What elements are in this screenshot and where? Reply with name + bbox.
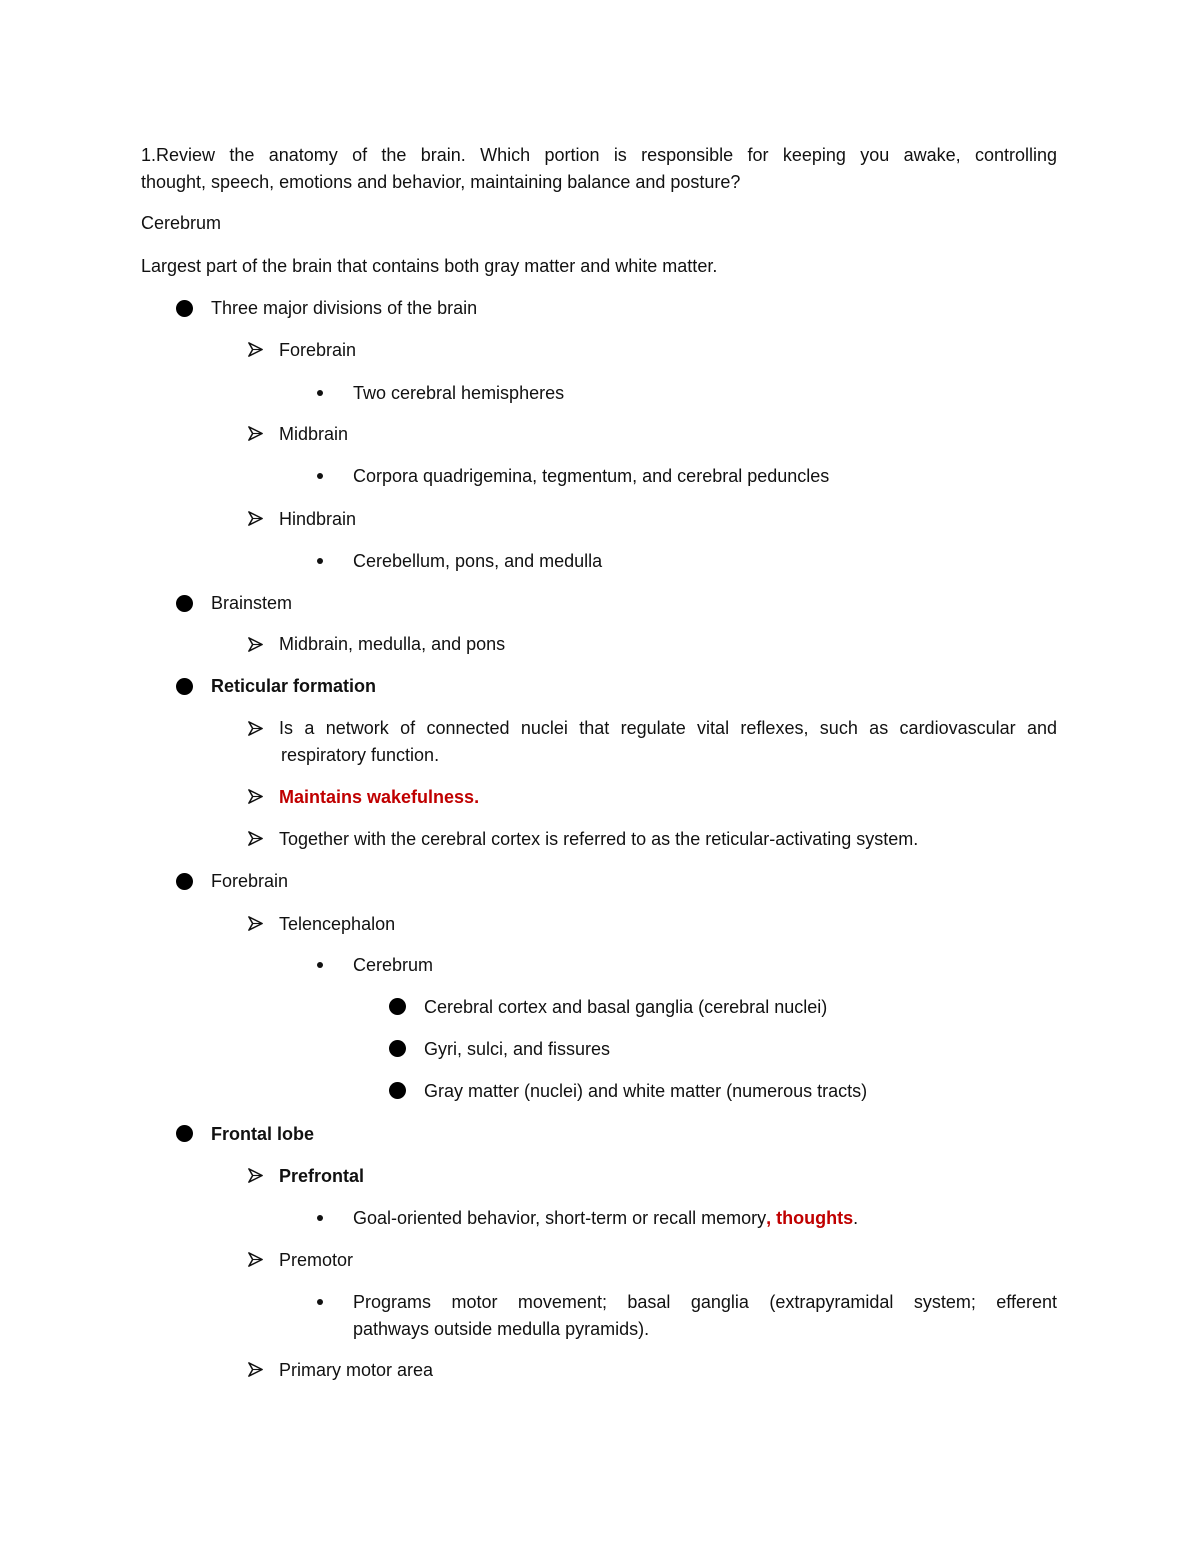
arrowhead-bullet-icon (247, 636, 264, 653)
reticular-item-1-line-1: Is a network of connected nuclei that regulate vital reflexes, such as cardiovascular and (279, 718, 1057, 738)
question-line-1: 1.Review the anatomy of the brain. Which portion is responsible for keeping you awake, controlling (141, 145, 1057, 165)
forebrain-detail: Two cerebral hemispheres (353, 383, 565, 403)
cerebrum-sub-3: Gray matter (nuclei) and white matter (numerous tracts) (424, 1081, 868, 1101)
arrowhead-bullet-icon (247, 788, 264, 805)
brainstem-heading: Brainstem (211, 593, 293, 613)
wakefulness-period: . (474, 787, 480, 807)
prefrontal-period: . (853, 1208, 859, 1228)
midbrain-detail: Corpora quadrigemina, tegmentum, and cerebral peduncles (353, 466, 830, 486)
forebrain-heading: Forebrain (211, 871, 289, 891)
filled-circle-bullet-icon (389, 998, 406, 1015)
forebrain-item: Forebrain (279, 340, 357, 360)
filled-circle-bullet-icon (389, 1082, 406, 1099)
arrowhead-bullet-icon (247, 830, 264, 847)
wakefulness-highlight: Maintains wakefulness (279, 787, 475, 807)
arrowhead-bullet-icon (247, 510, 264, 527)
filled-circle-bullet-icon (176, 300, 193, 317)
filled-circle-bullet-icon (176, 1125, 193, 1142)
reticular-heading: Reticular formation (211, 676, 377, 696)
cerebrum-item: Cerebrum (353, 955, 434, 975)
hindbrain-item: Hindbrain (279, 509, 357, 529)
arrowhead-bullet-icon (247, 1361, 264, 1378)
telencephalon-item: Telencephalon (279, 914, 396, 934)
prefrontal-detail (353, 1205, 858, 1232)
small-dot-bullet-icon (317, 962, 323, 968)
small-dot-bullet-icon (317, 390, 323, 396)
thoughts-highlight: , thoughts (766, 1208, 854, 1228)
arrowhead-bullet-icon (247, 720, 264, 737)
reticular-item-3: Together with the cerebral cortex is referred to as the reticular-activating system. (279, 829, 919, 849)
premotor-item: Premotor (279, 1250, 354, 1270)
small-dot-bullet-icon (317, 1215, 323, 1221)
arrowhead-bullet-icon (247, 1167, 264, 1184)
arrowhead-bullet-icon (247, 1251, 264, 1268)
filled-circle-bullet-icon (176, 678, 193, 695)
primary-motor-item: Primary motor area (279, 1360, 434, 1380)
small-dot-bullet-icon (317, 558, 323, 564)
brainstem-detail: Midbrain, medulla, and pons (279, 634, 506, 654)
arrowhead-bullet-icon (247, 425, 264, 442)
question-line-2: thought, speech, emotions and behavior, maintaining balance and posture? (141, 172, 741, 192)
frontal-heading: Frontal lobe (211, 1124, 314, 1144)
prefrontal-item: Prefrontal (279, 1166, 365, 1186)
hindbrain-detail: Cerebellum, pons, and medulla (353, 551, 603, 571)
arrowhead-bullet-icon (247, 915, 264, 932)
reticular-item-2 (279, 784, 479, 811)
premotor-detail-line-2: pathways outside medulla pyramids). (353, 1319, 650, 1339)
small-dot-bullet-icon (317, 1299, 323, 1305)
small-dot-bullet-icon (317, 473, 323, 479)
intro-text: Largest part of the brain that contains both gray matter and white matter. (141, 256, 718, 276)
cerebrum-sub-2: Gyri, sulci, and fissures (424, 1039, 611, 1059)
reticular-item-1-line-2: respiratory function. (281, 745, 440, 765)
filled-circle-bullet-icon (389, 1040, 406, 1057)
prefrontal-detail-text: Goal-oriented behavior, short-term or recall memory (353, 1208, 767, 1228)
cerebrum-sub-1: Cerebral cortex and basal ganglia (cerebral nuclei) (424, 997, 828, 1017)
filled-circle-bullet-icon (176, 873, 193, 890)
premotor-detail-line-1: Programs motor movement; basal ganglia (extrapyramidal system; efferent (353, 1292, 1057, 1312)
midbrain-item: Midbrain (279, 424, 349, 444)
divisions-heading: Three major divisions of the brain (211, 298, 478, 318)
answer-title: Cerebrum (141, 213, 222, 233)
filled-circle-bullet-icon (176, 595, 193, 612)
arrowhead-bullet-icon (247, 341, 264, 358)
